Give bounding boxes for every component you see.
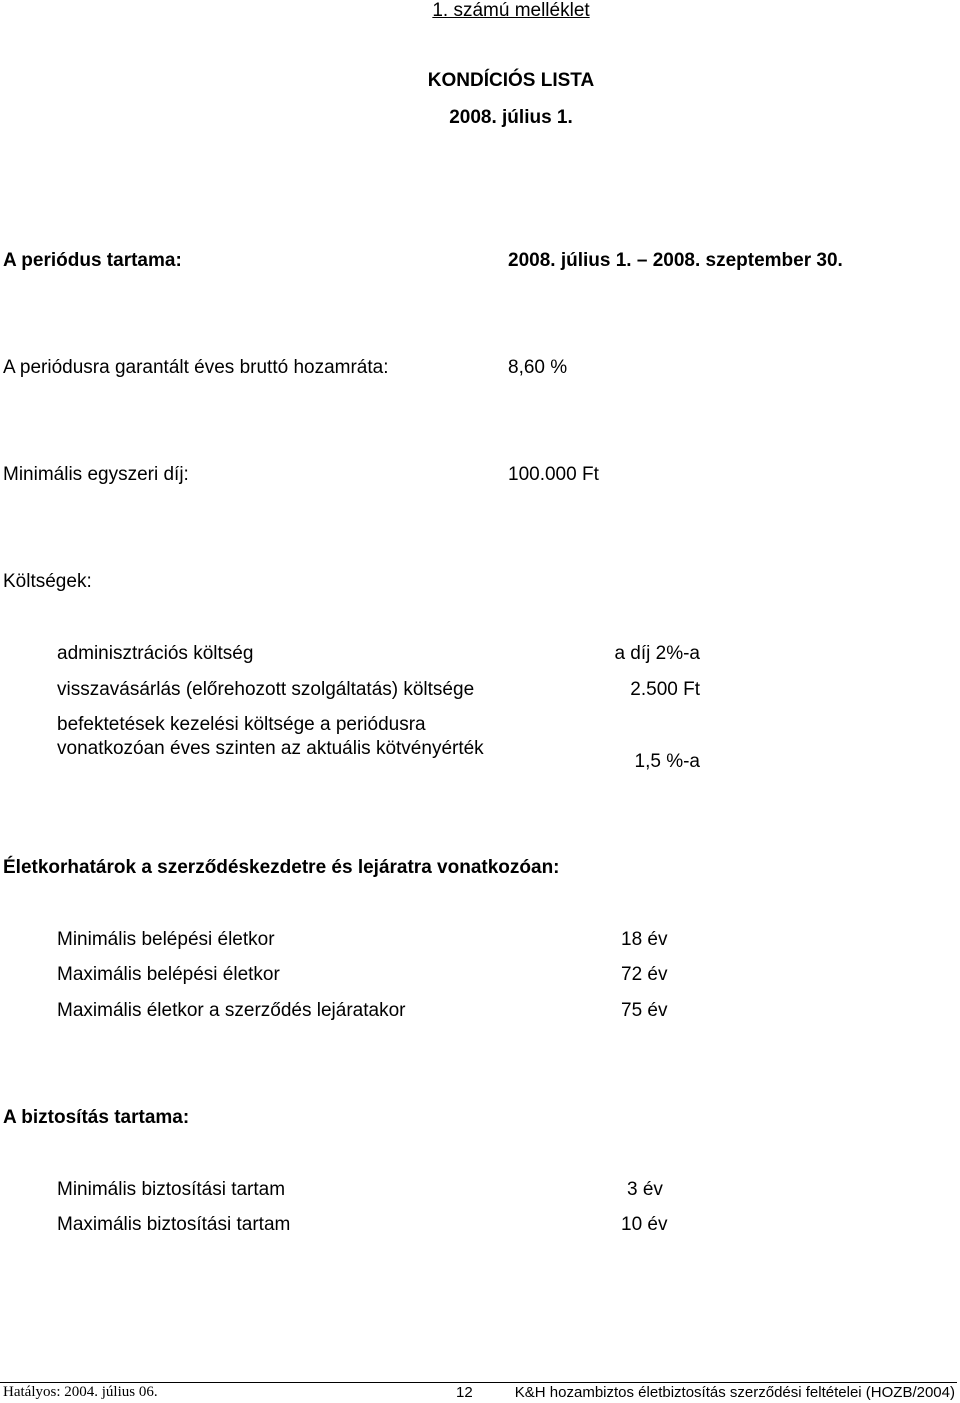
period-label: A periódus tartama: — [3, 250, 182, 271]
costs-heading: Költségek: — [3, 571, 92, 592]
age-max-entry-value: 72 év — [621, 964, 668, 985]
age-max-expiry-label: Maximális életkor a szerződés lejáratakor — [57, 1000, 406, 1021]
cost-surrender-value: 2.500 Ft — [630, 679, 700, 700]
footer-document-name: K&H hozambiztos életbiztosítás szerződési feltételei (HOZB/2004) — [514, 1384, 955, 1401]
cost-surrender-label: visszavásárlás (előrehozott szolgáltatás) költsége — [57, 679, 475, 700]
age-max-expiry-value: 75 év — [621, 1000, 668, 1021]
min-fee-label: Minimális egyszeri díj: — [3, 464, 189, 485]
duration-min-value: 3 év — [627, 1179, 663, 1200]
age-min-entry-value: 18 év — [621, 929, 668, 950]
cost-admin-label: adminisztrációs költség — [57, 643, 254, 664]
footer-divider — [0, 1382, 957, 1383]
period-value: 2008. július 1. – 2008. szeptember 30. — [508, 250, 843, 271]
duration-max-value: 10 év — [621, 1214, 668, 1235]
min-fee-value: 100.000 Ft — [508, 464, 599, 485]
cost-management-label-line2: vonatkozóan éves szinten az aktuális kötvényérték — [57, 738, 484, 759]
duration-heading: A biztosítás tartama: — [3, 1107, 190, 1128]
document-date: 2008. július 1. — [449, 107, 573, 128]
duration-max-label: Maximális biztosítási tartam — [57, 1214, 291, 1235]
footer-page-number: 12 — [456, 1384, 473, 1401]
cost-admin-value: a díj 2%-a — [614, 643, 700, 664]
annex-label: 1. számú melléklet — [432, 0, 590, 21]
cost-management-value: 1,5 %-a — [634, 751, 700, 772]
rate-label: A periódusra garantált éves bruttó hozamráta: — [3, 357, 389, 378]
rate-value: 8,60 % — [508, 357, 568, 378]
age-max-entry-label: Maximális belépési életkor — [57, 964, 280, 985]
age-min-entry-label: Minimális belépési életkor — [57, 929, 275, 950]
duration-min-label: Minimális biztosítási tartam — [57, 1179, 286, 1200]
cost-management-label-line1: befektetések kezelési költsége a periódusra — [57, 714, 426, 735]
footer-effective-date: Hatályos: 2004. július 06. — [3, 1384, 158, 1400]
age-limits-heading: Életkorhatárok a szerződéskezdetre és lejáratra vonatkozóan: — [3, 857, 560, 878]
document-title: KONDÍCIÓS LISTA — [427, 70, 595, 91]
